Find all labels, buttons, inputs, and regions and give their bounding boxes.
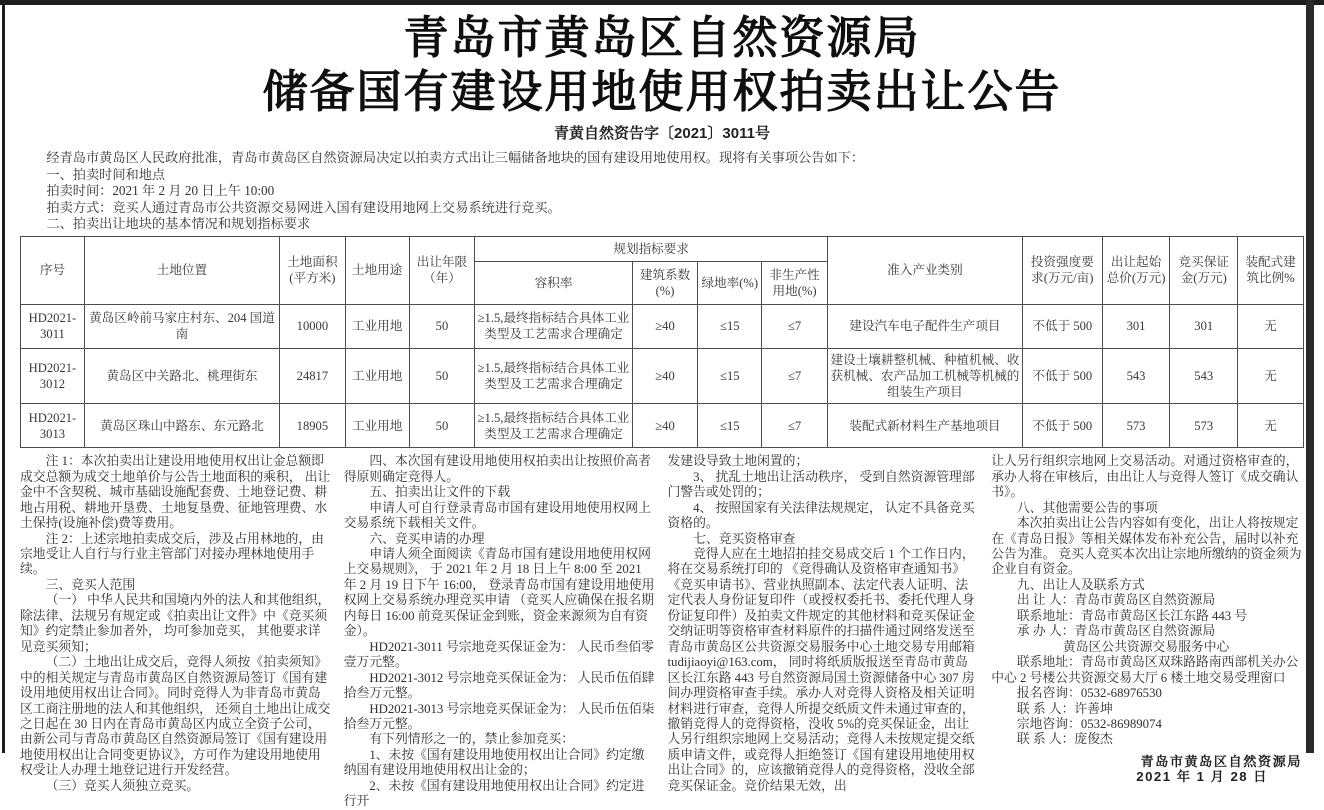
cell-nonprod: ≤7 xyxy=(762,304,828,348)
deposit-3011: HD2021-3011 号宗地竞买保证金为： 人民币叁佰零壹万元整。 xyxy=(343,639,654,670)
table-row xyxy=(21,304,1304,348)
cell-location: 黄岛区中关路北、桃理街东 xyxy=(84,348,279,403)
cell-location: 黄岛区珠山中路东、东元路北 xyxy=(84,404,279,448)
page-title xyxy=(20,11,1304,119)
body-column-4 xyxy=(991,454,1304,809)
col-header-invest: 投资强度要求(万元/亩) xyxy=(1022,236,1102,304)
col-header-location: 土地位置 xyxy=(84,236,279,304)
col-header-industry: 准入产业类别 xyxy=(827,236,1022,304)
cell-invest: 不低于 500 xyxy=(1022,404,1102,448)
parcel-phone: 宗地咨询：0532-86989074 xyxy=(1016,717,1162,731)
col-header-green: 绿地率(%) xyxy=(698,261,762,304)
paragraph: 1、未按《国有建设用地使用权出让合同》约定缴纳国有建设用地使用权出让金的； xyxy=(343,747,645,778)
seller-address: 联系地址：青岛市黄岛区长江东路 443 号 xyxy=(1016,608,1248,623)
paragraph: 申请人须全面阅读《青岛市国有建设用地使用权网上交易规则》， 于 2021 年 2 月 18 日上午 8:00 至 2021 年 2 月 19 日下午 16:00， 登录青岛市国有建设用地使用权网上交易系统办理竞买申请 （竞买人应确保在报名期内每日 16:00 前竞买保证金到账，资金来源须为自有资金）。 xyxy=(343,547,655,639)
section-heading-1: 一、拍卖时间和地点 xyxy=(46,166,166,182)
cell-far: ≥1.5,最终指标结合具体工业类型及工艺需求合理确定 xyxy=(475,404,632,448)
signature-date: 2021 年 1 月 28 日 xyxy=(1136,769,1268,785)
cell-area: 10000 xyxy=(279,304,345,348)
paragraph-continuation: 让人另行组织宗地网上交易活动。对通过资格审查的，承办人将在审核后，由出让人与竞得人签订《成交确认书》。 xyxy=(991,454,1299,500)
body-column-2 xyxy=(344,454,657,809)
cell-term: 50 xyxy=(409,304,475,348)
col-header-planning: 规划指标要求 xyxy=(475,236,828,261)
cell-green: ≤15 xyxy=(698,304,762,348)
paragraph: 本次拍卖出让公告内容如有变化，出让人将按规定在《青岛日报》等相关媒体发布补充公告，届时以补充公告为准。 竞买人竞买本次出让宗地所缴纳的资金须为企业自有资金。 xyxy=(991,516,1302,577)
cell-prefab: 无 xyxy=(1238,348,1304,403)
cell-coef: ≥40 xyxy=(632,304,698,348)
col-header-far: 容积率 xyxy=(475,261,632,304)
col-header-nonprod: 非生产性用地(%) xyxy=(762,261,828,304)
paragraph: （一） 中华人民共和国境内外的法人和其他组织，除法律、法规另有规定或《拍卖出让文件》中《竞买须知》约定禁止参加者外， 均可参加竞买， 其他要求详见竞买须知； xyxy=(20,593,331,654)
cell-start-price: 543 xyxy=(1102,348,1170,403)
cell-seq: HD2021-3013 xyxy=(21,404,85,448)
cell-seq: HD2021-3011 xyxy=(21,304,85,348)
paragraph: （二）土地出让成交后，竞得人须按《拍卖须知》中的相关规定与青岛市黄岛区自然资源局签订《国有建设用地使用权出让合同》。同时竞得人为非青岛市黄岛区工商注册地的法人和其他组织， 还须自土地出让成交之日起在 30 日内在青岛市黄岛区内成立全资子公司，由新公司与青岛市黄岛区自然资源局签订《国有建设用地使用权出让合同变更协议》，方可作为建设用地使用权受让人办理土地登记进行开发经营。 xyxy=(20,655,331,778)
cell-coef: ≥40 xyxy=(632,348,698,403)
cell-seq: HD2021-3012 xyxy=(21,348,85,403)
cell-deposit: 543 xyxy=(1170,348,1238,403)
note-2: 注 2：上述宗地拍卖成交后，涉及占用林地的，由宗地受让人自行与行业主管部门对接办理林地使用手续。 xyxy=(20,531,324,577)
table-row xyxy=(21,348,1304,403)
cell-invest: 不低于 500 xyxy=(1022,348,1102,403)
col-header-coef: 建筑系数(%) xyxy=(632,261,698,304)
paragraph-continuation: 发建设导致土地闲置的； xyxy=(667,454,809,469)
cell-use: 工业用地 xyxy=(345,304,409,348)
paragraph: 竞得人应在土地招拍挂交易成交后 1 个工作日内，将在交易系统打印的 《竞得确认及资格审查通知书》《竞买申请书》、营业执照副本、法定代表人证明、法定代表人身份证复印件（或授权委托书、委托代理人身份证复印件）及拍卖文件规定的其他材料和竞买保证金交纳证明等资格审查材料原件的扫描件通过网络发送至青岛市黄岛区公共资源交易服务中心土地交易专用邮箱 tudijiaoyi@163.com， 同时将纸质版报送至青岛市黄岛区长江东路 443 号自然资源局国土资源储备中心 307 房间办理资格审查手续。承办人对竞得人资格及相关证明材料进行审查，竞得人所提交纸质文件未通过审查的， 撤销竞得人的竞得资格，没收 5%的竞买保证金，出让人另行组织宗地网上交易活动；竞得人未按规定提交纸质申请文件，或竞得人拒绝签订《国有建设用地使用权出让合同》的，应该撤销竞得人的竞得资格，没收全部竞买保证金。竞价结果无效，出 xyxy=(667,547,975,793)
auction-time: 拍卖时间：2021 年 2 月 20 日上午 10:00 xyxy=(46,183,275,199)
intro-paragraph: 经青岛市黄岛区人民政府批准，青岛市黄岛区自然资源局决定以拍卖方式出让三幅储备地块的国有建设用地使用权。现将有关事项公告如下： xyxy=(46,150,865,165)
paragraph: 有下列情形之一的，禁止参加竞买： xyxy=(369,732,575,747)
section-heading-4: 四、本次国有建设用地使用权拍卖出让按照价高者得原则确定竞得人。 xyxy=(343,454,651,484)
cell-nonprod: ≤7 xyxy=(762,404,828,448)
cell-industry: 装配式新材料生产基地项目 xyxy=(827,404,1022,448)
title-line-2: 储备国有建设用地使用权拍卖出让公告 xyxy=(262,66,1062,117)
cell-green: ≤15 xyxy=(698,404,762,448)
cell-deposit: 301 xyxy=(1170,304,1238,348)
cell-industry: 建设土壤耕整机械、种植机械、收获机械、农产品加工机械等机械的组装生产项目 xyxy=(827,348,1022,403)
contact-person-1: 联 系 人：许善坤 xyxy=(1016,701,1113,716)
paragraph: （三）竞买人须独立竞买。 xyxy=(45,778,200,793)
page-left-rule xyxy=(2,4,5,753)
note-1: 注 1：本次拍卖出让建设用地使用权出让金总额即成交总额为成交土地单价与公告土地面积的乘积， 出让金中不含契税、城市基础设施配套费、土地登记费、耕地占用税、耕地开垦费、土地复垦费、征地管理费、水土保持(设施补偿)费等费用。 xyxy=(20,454,331,531)
body-columns xyxy=(20,454,1304,809)
col-header-prefab: 装配式建筑比例% xyxy=(1238,236,1304,304)
contact-person-2: 联 系 人：庞俊杰 xyxy=(1016,732,1113,747)
cell-green: ≤15 xyxy=(698,348,762,403)
cell-coef: ≥40 xyxy=(632,404,698,448)
paragraph: 2、未按《国有建设用地使用权出让合同》约定进行开 xyxy=(343,778,645,809)
page-right-rule xyxy=(1306,0,1314,753)
cell-start-price: 573 xyxy=(1102,404,1170,448)
cell-term: 50 xyxy=(409,404,475,448)
cell-use: 工业用地 xyxy=(345,348,409,403)
cell-prefab: 无 xyxy=(1238,404,1304,448)
land-parcel-table xyxy=(20,236,1304,448)
cell-term: 50 xyxy=(409,348,475,403)
intro-section xyxy=(20,150,1304,233)
handler-name-2: 黄岛区公共资源交易服务中心 xyxy=(1062,639,1230,654)
cell-industry: 建设汽车电子配件生产项目 xyxy=(827,304,1022,348)
deposit-3013: HD2021-3013 号宗地竞买保证金为： 人民币伍佰柒拾叁万元整。 xyxy=(343,701,655,731)
body-column-3 xyxy=(668,454,981,809)
body-column-1 xyxy=(20,454,333,809)
handler-address: 联系地址：青岛市黄岛区双珠路路南西部机关办公中心 2 号楼公共资源交易大厅 6 楼土地交易受理窗口 xyxy=(991,655,1299,685)
paragraph: 4、 按照国家有关法律法规规定， 认定不具备竞买资格的。 xyxy=(667,500,975,531)
seller-name: 出 让 人：青岛市黄岛区自然资源局 xyxy=(1016,593,1216,608)
section-heading-3: 三、竞买人范围 xyxy=(45,577,136,592)
document-number: 青黄自然资告字〔2021〕3011号 xyxy=(554,125,770,142)
cell-area: 18905 xyxy=(279,404,345,448)
section-heading-6: 六、竞买申请的办理 xyxy=(369,531,485,546)
cell-nonprod: ≤7 xyxy=(762,348,828,403)
cell-use: 工业用地 xyxy=(345,404,409,448)
section-heading-5: 五、拍卖出让文件的下载 xyxy=(369,485,511,500)
col-header-term: 出让年限（年） xyxy=(409,236,475,304)
signature-org: 青岛市黄岛区自然资源局 xyxy=(1140,753,1302,769)
paragraph: 申请人可自行登录青岛市国有建设用地使用权网上交易系统下载相关文件。 xyxy=(343,500,651,531)
col-header-area: 土地面积(平方米) xyxy=(279,236,345,304)
cell-area: 24817 xyxy=(279,348,345,403)
cell-invest: 不低于 500 xyxy=(1022,304,1102,348)
section-heading-9: 九、出让人及联系方式 xyxy=(1016,577,1145,592)
cell-far: ≥1.5,最终指标结合具体工业类型及工艺需求合理确定 xyxy=(475,304,632,348)
section-heading-8: 八、其他需要公告的事项 xyxy=(1016,500,1158,515)
cell-location: 黄岛区岭前马家庄村东、204 国道南 xyxy=(84,304,279,348)
handler-name: 承 办 人：青岛市黄岛区自然资源局 xyxy=(1016,624,1216,639)
title-line-1: 青岛市黄岛区自然资源局 xyxy=(403,12,921,63)
announcement-page xyxy=(20,5,1304,810)
table-row xyxy=(21,404,1304,448)
col-header-deposit: 竞买保证金(万元) xyxy=(1170,236,1238,304)
paragraph: 3、 扰乱土地出让活动秩序， 受到自然资源管理部门警告或处罚的； xyxy=(667,469,975,500)
col-header-seq: 序号 xyxy=(21,236,85,304)
section-heading-2: 二、拍卖出让地块的基本情况和规划指标要求 xyxy=(46,216,311,232)
deposit-3012: HD2021-3012 号宗地竞买保证金为： 人民币伍佰肆拾叁万元整。 xyxy=(343,670,655,701)
auction-method: 拍卖方式：竞买人通过青岛市公共资源交易网进入国有建设用地网上交易系统进行竞买。 xyxy=(46,199,561,215)
cell-deposit: 573 xyxy=(1170,404,1238,448)
cell-start-price: 301 xyxy=(1102,304,1170,348)
col-header-start-price: 出让起始总价(万元) xyxy=(1102,236,1170,304)
cell-prefab: 无 xyxy=(1238,304,1304,348)
registration-phone: 报名咨询：0532-68976530 xyxy=(1016,686,1162,701)
section-heading-7: 七、竞买资格审查 xyxy=(693,531,796,546)
cell-far: ≥1.5,最终指标结合具体工业类型及工艺需求合理确定 xyxy=(475,348,632,403)
col-header-use: 土地用途 xyxy=(345,236,409,304)
